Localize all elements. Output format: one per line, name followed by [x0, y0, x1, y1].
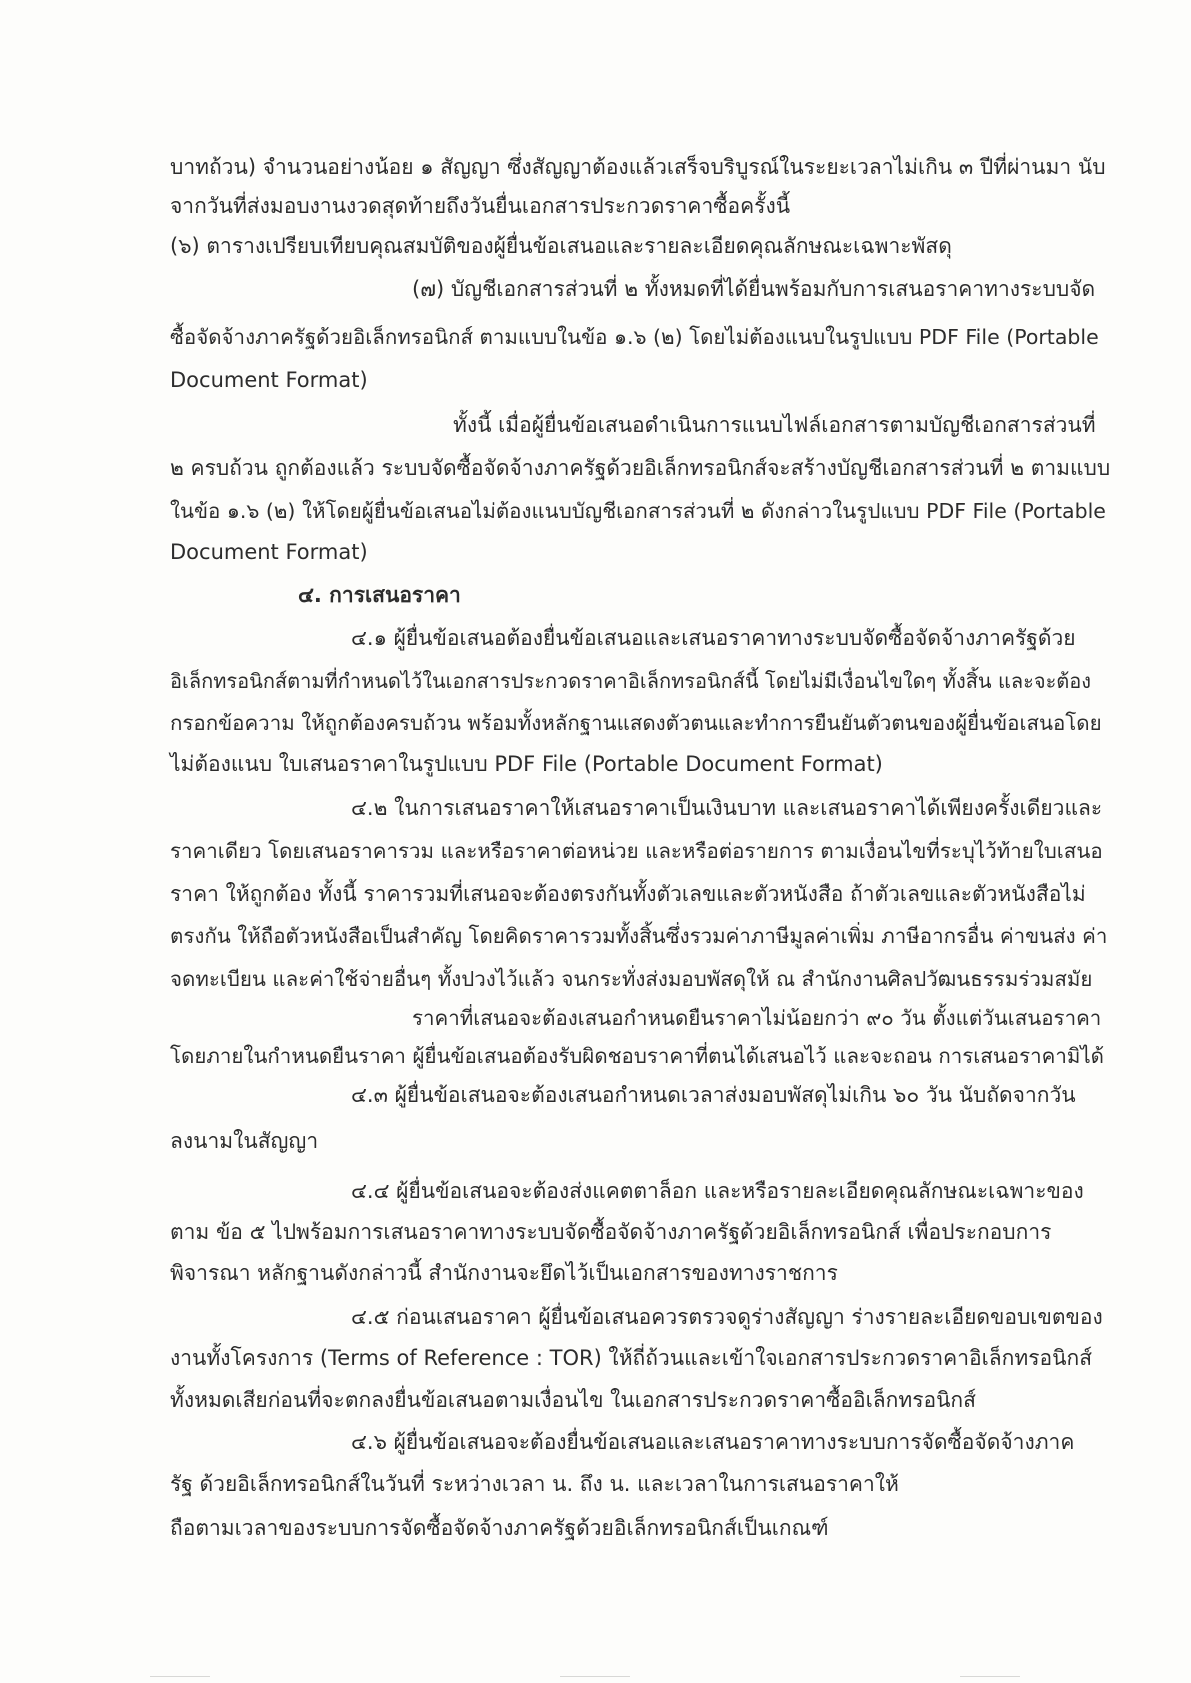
body-line: ลงนามในสัญญา	[170, 1129, 319, 1153]
body-line: ราคาเดียว โดยเสนอราคารวม และหรือราคาต่อหน่วย และหรือต่อรายการ ตามเงื่อนไขที่ระบุไว้ท้ายใบเสนอ	[170, 839, 1103, 863]
body-line: โดยภายในกำหนดยืนราคา ผู้ยื่นข้อเสนอต้องรับผิดชอบราคาที่ตนได้เสนอไว้ และจะถอน การเสนอราคามิได้	[170, 1044, 1104, 1068]
body-line: ๒ ครบถ้วน ถูกต้องแล้ว ระบบจัดซื้อจัดจ้างภาครัฐด้วยอิเล็กทรอนิกส์จะสร้างบัญชีเอกสารส่วนที่ ๒ ตามแบบ	[170, 456, 1111, 480]
body-line: ทั้งนี้ เมื่อผู้ยื่นข้อเสนอดำเนินการแนบไฟล์เอกสารตามบัญชีเอกสารส่วนที่	[453, 413, 1096, 437]
section-heading: ๔. การเสนอราคา	[298, 583, 461, 607]
body-line: ตาม ข้อ ๕ ไปพร้อมการเสนอราคาทางระบบจัดซื้อจัดจ้างภาครัฐด้วยอิเล็กทรอนิกส์ เพื่อประกอบการ	[170, 1220, 1052, 1244]
body-line: (๗) บัญชีเอกสารส่วนที่ ๒ ทั้งหมดที่ได้ยื่นพร้อมกับการเสนอราคาทางระบบจัด	[412, 277, 1096, 301]
body-line: รัฐ ด้วยอิเล็กทรอนิกส์ในวันที่ ระหว่างเวลา น. ถึง น. และเวลาในการเสนอราคาให้	[170, 1472, 899, 1496]
body-line: ๔.๕ ก่อนเสนอราคา ผู้ยื่นข้อเสนอควรตรวจดูร่างสัญญา ร่างรายละเอียดขอบเขตของ	[351, 1305, 1103, 1329]
body-line: ๔.๓ ผู้ยื่นข้อเสนอจะต้องเสนอกำหนดเวลาส่งมอบพัสดุไม่เกิน ๖๐ วัน นับถัดจากวัน	[351, 1083, 1076, 1107]
body-line: ๔.๑ ผู้ยื่นข้อเสนอต้องยื่นข้อเสนอและเสนอราคาทางระบบจัดซื้อจัดจ้างภาครัฐด้วย	[351, 626, 1076, 650]
body-line: อิเล็กทรอนิกส์ตามที่กำหนดไว้ในเอกสารประกวดราคาอิเล็กทรอนิกส์นี้ โดยไม่มีเงื่อนไขใดๆ ทั้งสิ้น และจะต้อง	[170, 669, 1092, 693]
body-line: ทั้งหมดเสียก่อนที่จะตกลงยื่นข้อเสนอตามเงื่อนไข ในเอกสารประกวดราคาซื้ออิเล็กทรอนิกส์	[170, 1388, 976, 1412]
body-line: ๔.๒ ในการเสนอราคาให้เสนอราคาเป็นเงินบาท และเสนอราคาได้เพียงครั้งเดียวและ	[351, 796, 1103, 820]
body-line: ไม่ต้องแนบ ใบเสนอราคาในรูปแบบ PDF File (Portable Document Format)	[170, 752, 883, 776]
body-line: ตรงกัน ให้ถือตัวหนังสือเป็นสำคัญ โดยคิดราคารวมทั้งสิ้นซึ่งรวมค่าภาษีมูลค่าเพิ่ม ภาษีอากรอื่น ค่าขนส่ง ค่า	[170, 924, 1108, 948]
body-line: ซื้อจัดจ้างภาครัฐด้วยอิเล็กทรอนิกส์ ตามแบบในข้อ ๑.๖ (๒) โดยไม่ต้องแนบในรูปแบบ PDF File (Portable	[170, 325, 1099, 349]
scan-edge-mark	[150, 1676, 210, 1677]
body-line: จดทะเบียน และค่าใช้จ่ายอื่นๆ ทั้งปวงไว้แล้ว จนกระทั่งส่งมอบพัสดุให้ ณ สำนักงานศิลปวัฒนธรรมร่วมสมัย	[170, 967, 1093, 991]
body-line: ๔.๔ ผู้ยื่นข้อเสนอจะต้องส่งแคตตาล็อก และหรือรายละเอียดคุณลักษณะเฉพาะของ	[351, 1179, 1084, 1203]
body-line: ราคาที่เสนอจะต้องเสนอกำหนดยืนราคาไม่น้อยกว่า ๙๐ วัน ตั้งแต่วันเสนอราคา	[412, 1006, 1102, 1030]
body-line: (๖) ตารางเปรียบเทียบคุณสมบัติของผู้ยื่นข้อเสนอและรายละเอียดคุณลักษณะเฉพาะพัสดุ	[170, 234, 952, 258]
body-line: ราคา ให้ถูกต้อง ทั้งนี้ ราคารวมที่เสนอจะต้องตรงกันทั้งตัวเลขและตัวหนังสือ ถ้าตัวเลขและตัวหนังสือไม่	[170, 882, 1086, 906]
body-line: กรอกข้อความ ให้ถูกต้องครบถ้วน พร้อมทั้งหลักฐานแสดงตัวตนและทำการยืนยันตัวตนของผู้ยื่นข้อเสนอโดย	[170, 711, 1102, 735]
body-line: ถือตามเวลาของระบบการจัดซื้อจัดจ้างภาครัฐด้วยอิเล็กทรอนิกส์เป็นเกณฑ์	[170, 1516, 829, 1540]
body-line: ๔.๖ ผู้ยื่นข้อเสนอจะต้องยื่นข้อเสนอและเสนอราคาทางระบบการจัดซื้อจัดจ้างภาค	[351, 1430, 1075, 1454]
body-line: ในข้อ ๑.๖ (๒) ให้โดยผู้ยื่นข้อเสนอไม่ต้องแนบบัญชีเอกสารส่วนที่ ๒ ดังกล่าวในรูปแบบ PDF File (Portable	[170, 499, 1106, 523]
body-line: บาทถ้วน) จำนวนอย่างน้อย ๑ สัญญา ซึ่งสัญญาต้องแล้วเสร็จบริบูรณ์ในระยะเวลาไม่เกิน ๓ ปีที่ผ่านมา นับ	[170, 155, 1106, 179]
body-line: Document Format)	[170, 540, 368, 564]
scan-edge-mark	[960, 1676, 1020, 1677]
scan-edge-mark	[560, 1676, 630, 1677]
body-line: พิจารณา หลักฐานดังกล่าวนี้ สำนักงานจะยึดไว้เป็นเอกสารของทางราชการ	[170, 1261, 838, 1285]
body-line: จากวันที่ส่งมอบงานงวดสุดท้ายถึงวันยื่นเอกสารประกวดราคาซื้อครั้งนี้	[170, 194, 791, 218]
body-line: งานทั้งโครงการ (Terms of Reference : TOR) ให้ถี่ถ้วนและเข้าใจเอกสารประกวดราคาอิเล็กทรอนิกส์	[170, 1346, 1093, 1370]
body-line: Document Format)	[170, 368, 368, 392]
